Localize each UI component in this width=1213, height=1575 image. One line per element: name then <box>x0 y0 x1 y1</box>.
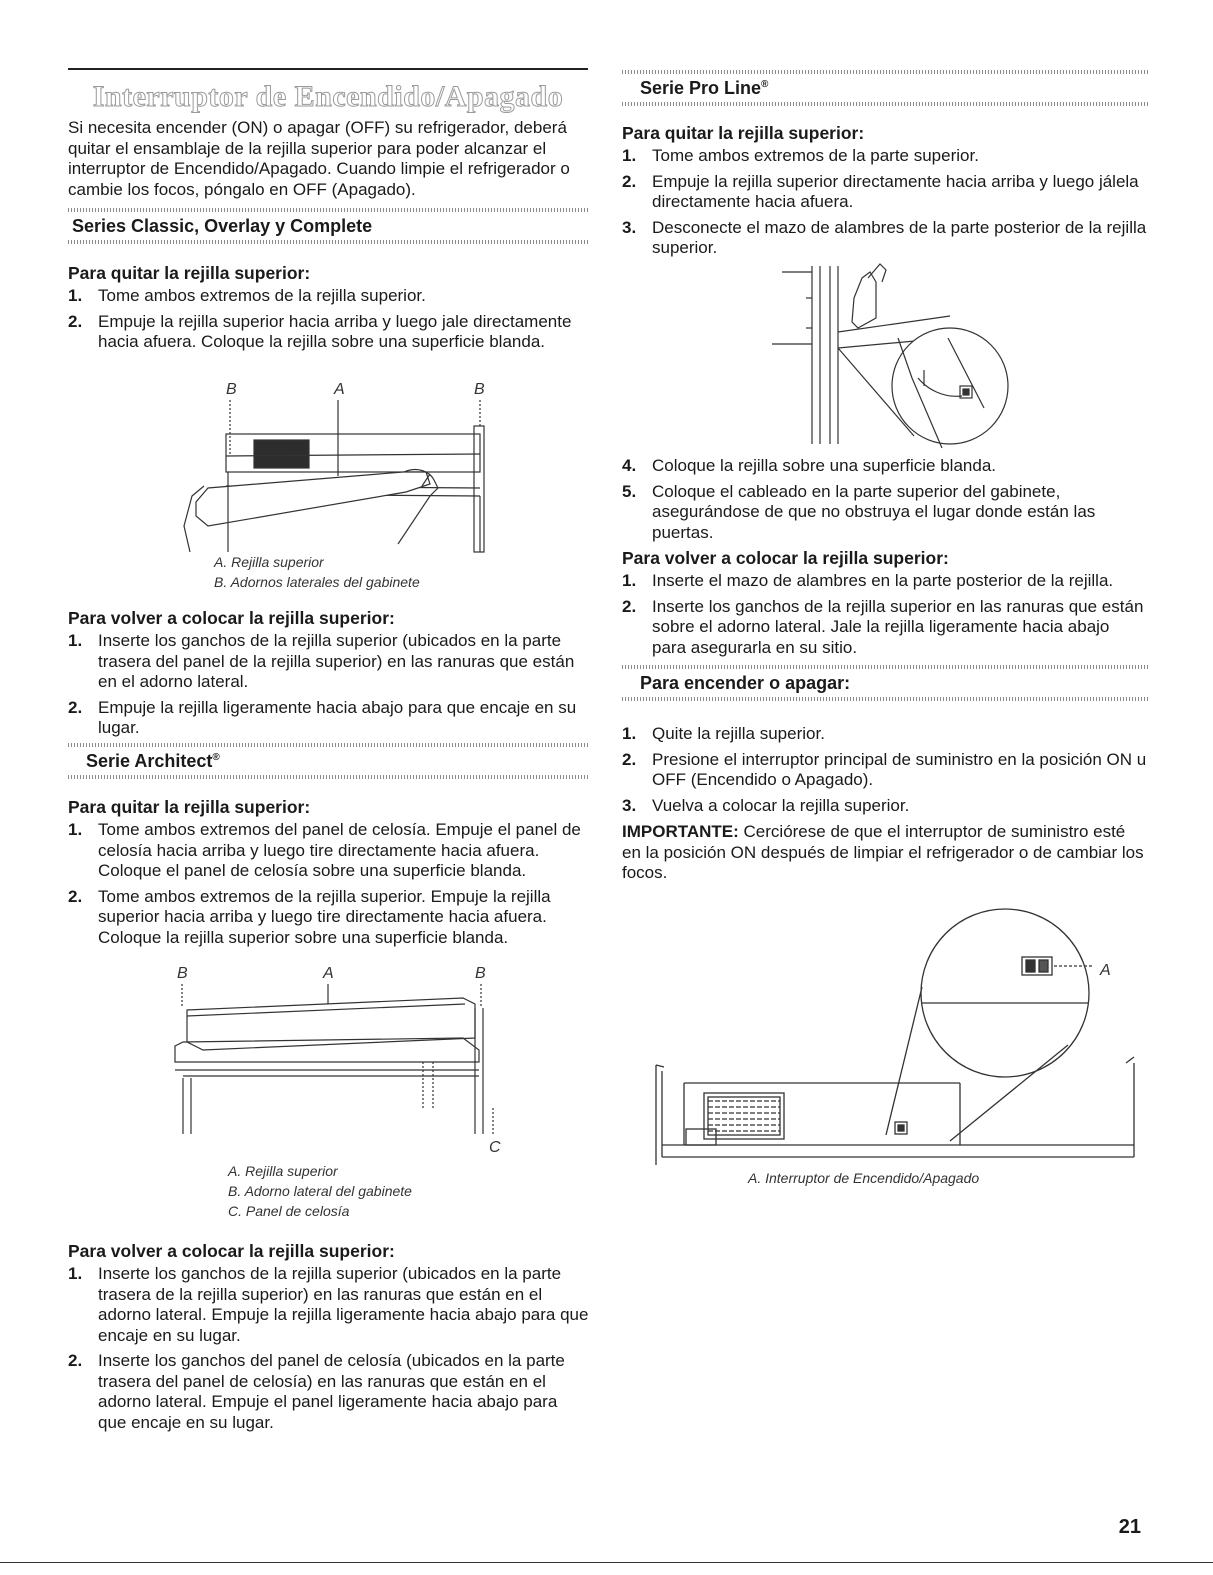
step-item <box>622 571 1148 592</box>
subheading-replace: Para volver a colocar la rejilla superior: <box>68 1241 395 1261</box>
step-item <box>622 482 1148 544</box>
step-item <box>68 820 590 882</box>
step-number: 1. <box>622 724 637 743</box>
subheading-remove: Para quitar la rejilla superior: <box>68 263 311 283</box>
figure-caption: A. Interruptor de Encendido/Apagado <box>748 1170 980 1186</box>
section-power <box>622 665 1148 701</box>
step-text: Inserte los ganchos de la rejilla superior (ubicados en la parte trasera del panel de la rejilla superior) en las ranuras que están en el adorno lateral. <box>98 631 575 691</box>
intro-paragraph: Si necesita encender (ON) o apagar (OFF) su refrigerador, deberá quitar el ensamblaje de la rejilla superior para poder alcanzar el interruptor de Encendido/Apagado. Cuando limpie el refrigerador o cambie los focos, póngalo en OFF (Apagado). <box>68 118 570 199</box>
page-title: Interruptor de Encendido/Apagado <box>92 80 564 113</box>
step-text: Coloque el cableado en la parte superior del gabinete, asegurándose de que no obstruya el lugar donde están las puertas. <box>652 481 1096 542</box>
step-number: 2. <box>68 311 83 331</box>
figure-caption: B. Adornos laterales del gabinete <box>214 574 420 590</box>
step-text: Quite la rejilla superior. <box>652 724 825 743</box>
important-note <box>622 822 1148 884</box>
registered-mark: ® <box>761 79 769 90</box>
step-number: 2. <box>68 697 83 717</box>
figure-letter-b: B <box>177 965 188 982</box>
step-number: 1. <box>622 571 637 590</box>
section-architect <box>68 743 590 779</box>
architect-remove-block <box>68 796 590 953</box>
figure-letter-b: B <box>475 965 486 982</box>
grille-removal-illustration <box>168 376 498 556</box>
step-text: Vuelva a colocar la rejilla superior. <box>652 795 910 815</box>
pro-line-more-steps-block <box>622 456 1148 548</box>
figure4-captions <box>748 1168 1148 1188</box>
step-item <box>68 286 590 307</box>
power-switch-illustration <box>650 895 1148 1170</box>
step-number: 1. <box>68 631 83 650</box>
hatch-divider <box>622 697 1148 701</box>
step-text: Inserte los ganchos de la rejilla superior (ubicados en la parte trasera de la rejilla superior) en las ranuras que están en el adorno lateral. Empuje la rejilla ligeramente hacia abajo para que encaje en su lugar. <box>98 1264 589 1345</box>
steps-list <box>68 286 590 353</box>
step-text: Presione el interruptor principal de suministro en la posición ON u OFF (Encendido o Apagado). <box>652 749 1147 789</box>
step-number: 2. <box>68 886 83 906</box>
hatch-divider <box>622 102 1148 106</box>
step-item <box>622 172 1148 213</box>
section-title: Para encender o apagar: <box>640 673 851 693</box>
figure-letter-a: A <box>334 381 345 398</box>
steps-list <box>622 146 1148 259</box>
wire-harness-illustration <box>772 258 1012 454</box>
classic-remove-block <box>68 262 590 358</box>
step-item <box>622 456 1148 477</box>
step-number: 3. <box>622 217 637 237</box>
subheading-remove: Para quitar la rejilla superior: <box>622 123 865 143</box>
step-number: 5. <box>622 481 637 501</box>
important-label: IMPORTANTE: <box>622 822 739 841</box>
page-number: 21 <box>1118 1516 1141 1538</box>
step-text: Tome ambos extremos del panel de celosía. Empuje el panel de celosía hacia arriba y luego tire directamente hacia afuera. Coloque el panel de celosía sobre una superficie blanda. <box>98 820 581 880</box>
step-text: Tome ambos extremos de la parte superior. <box>652 146 979 165</box>
figure-letter-b: B <box>474 381 485 398</box>
step-item <box>68 1351 590 1433</box>
section-heading-architect <box>68 743 590 779</box>
hatch-divider <box>68 208 590 212</box>
section-heading-power <box>622 665 1148 701</box>
steps-list <box>622 456 1148 543</box>
section-title: Series Classic, Overlay y Complete <box>72 216 373 236</box>
figure-letter-c: C <box>489 1139 501 1156</box>
figure-caption: C. Panel de celosía <box>228 1203 350 1219</box>
step-item <box>68 1264 590 1346</box>
section-classic <box>68 208 590 244</box>
step-item <box>622 597 1148 659</box>
step-number: 2. <box>622 171 637 191</box>
step-item <box>68 312 590 353</box>
figure2-captions <box>228 1161 590 1221</box>
step-text: Tome ambos extremos de la rejilla superior. <box>98 286 426 305</box>
section-title <box>622 78 1148 99</box>
step-number: 4. <box>622 456 637 475</box>
figure1-captions <box>214 552 590 592</box>
steps-list <box>622 724 1148 816</box>
steps-list <box>68 820 590 948</box>
step-item <box>68 887 590 949</box>
intro-paragraph-block <box>68 118 590 200</box>
figure-caption: B. Adorno lateral del gabinete <box>228 1183 412 1199</box>
pro-line-replace-block <box>622 547 1148 663</box>
registered-mark: ® <box>212 752 220 763</box>
step-number: 1. <box>68 820 83 839</box>
bottom-rule <box>0 1562 1213 1563</box>
hatch-divider <box>622 70 1148 74</box>
hatch-divider <box>622 665 1148 669</box>
subheading-replace: Para volver a colocar la rejilla superior: <box>622 548 949 568</box>
hatch-divider <box>68 775 590 779</box>
step-number: 2. <box>622 596 637 616</box>
step-item <box>622 750 1148 791</box>
step-text: Inserte el mazo de alambres en la parte posterior de la rejilla. <box>652 571 1114 590</box>
step-number: 1. <box>68 1264 83 1283</box>
step-number: 2. <box>68 1351 83 1370</box>
figure-caption: A. Rejilla superior <box>214 554 324 570</box>
section-heading-classic <box>68 208 590 244</box>
important-paragraph <box>622 822 1148 884</box>
step-number: 2. <box>622 749 637 769</box>
subheading-remove: Para quitar la rejilla superior: <box>68 797 311 817</box>
section-heading-pro-line <box>622 70 1148 106</box>
section-pro-line <box>622 70 1148 106</box>
hatch-divider <box>68 743 590 747</box>
section-title-text: Serie Pro Line <box>640 78 762 98</box>
step-number: 3. <box>622 795 637 815</box>
step-text: Empuje la rejilla superior directamente hacia arriba y luego jálela directamente hacia afuera. <box>652 171 1139 211</box>
steps-list <box>68 1264 590 1433</box>
important-text: Cerciórese de que el interruptor de suministro esté en la posición ON después de limpiar el refrigerador o de cambiar los focos. <box>622 822 1144 882</box>
title-rule <box>68 68 588 70</box>
step-text: Desconecte el mazo de alambres de la parte posterior de la rejilla superior. <box>652 217 1147 257</box>
architect-replace-block <box>68 1240 590 1438</box>
step-text: Tome ambos extremos de la rejilla superior. Empuje la rejilla superior hacia arriba y luego tire directamente hacia afuera. Coloque la rejilla superior sobre una superficie blanda. <box>98 886 551 947</box>
steps-list <box>622 571 1148 658</box>
figure-letter-a: A <box>323 965 334 982</box>
step-text: Empuje la rejilla superior hacia arriba y luego jale directamente hacia afuera. Coloque la rejilla sobre una superficie blanda. <box>98 311 572 351</box>
pro-line-remove-block <box>622 122 1148 264</box>
step-item <box>622 796 1148 817</box>
step-number: 1. <box>68 286 83 305</box>
section-title-text: Serie Architect <box>86 751 213 771</box>
step-text: Empuje la rejilla ligeramente hacia abajo para que encaje en su lugar. <box>98 697 577 737</box>
figure-letter-b: B <box>226 381 237 398</box>
architect-grille-illustration <box>163 958 503 1158</box>
step-item <box>622 146 1148 167</box>
step-item <box>68 631 590 693</box>
figure-caption: A. Rejilla superior <box>228 1163 338 1179</box>
figure-letter-a: A <box>1100 962 1111 979</box>
hatch-divider <box>68 240 590 244</box>
step-text: Coloque la rejilla sobre una superficie blanda. <box>652 456 996 475</box>
step-item <box>622 724 1148 745</box>
step-text: Inserte los ganchos de la rejilla superior en las ranuras que están sobre el adorno lateral. Jale la rejilla ligeramente hacia abajo para asegurarla en su sitio. <box>652 596 1144 657</box>
steps-list <box>68 631 590 739</box>
classic-replace-block <box>68 607 590 744</box>
power-steps-block <box>622 724 1148 821</box>
step-number: 1. <box>622 146 637 165</box>
subheading-replace: Para volver a colocar la rejilla superior: <box>68 608 395 628</box>
section-title <box>68 751 590 772</box>
step-item <box>622 218 1148 259</box>
step-item <box>68 698 590 739</box>
step-text: Inserte los ganchos del panel de celosía (ubicados en la parte trasera del panel de celosía) en las ranuras que están en el adorno lateral. Empuje el panel ligeramente hacia abajo para que encaje en su lugar. <box>98 1351 565 1432</box>
